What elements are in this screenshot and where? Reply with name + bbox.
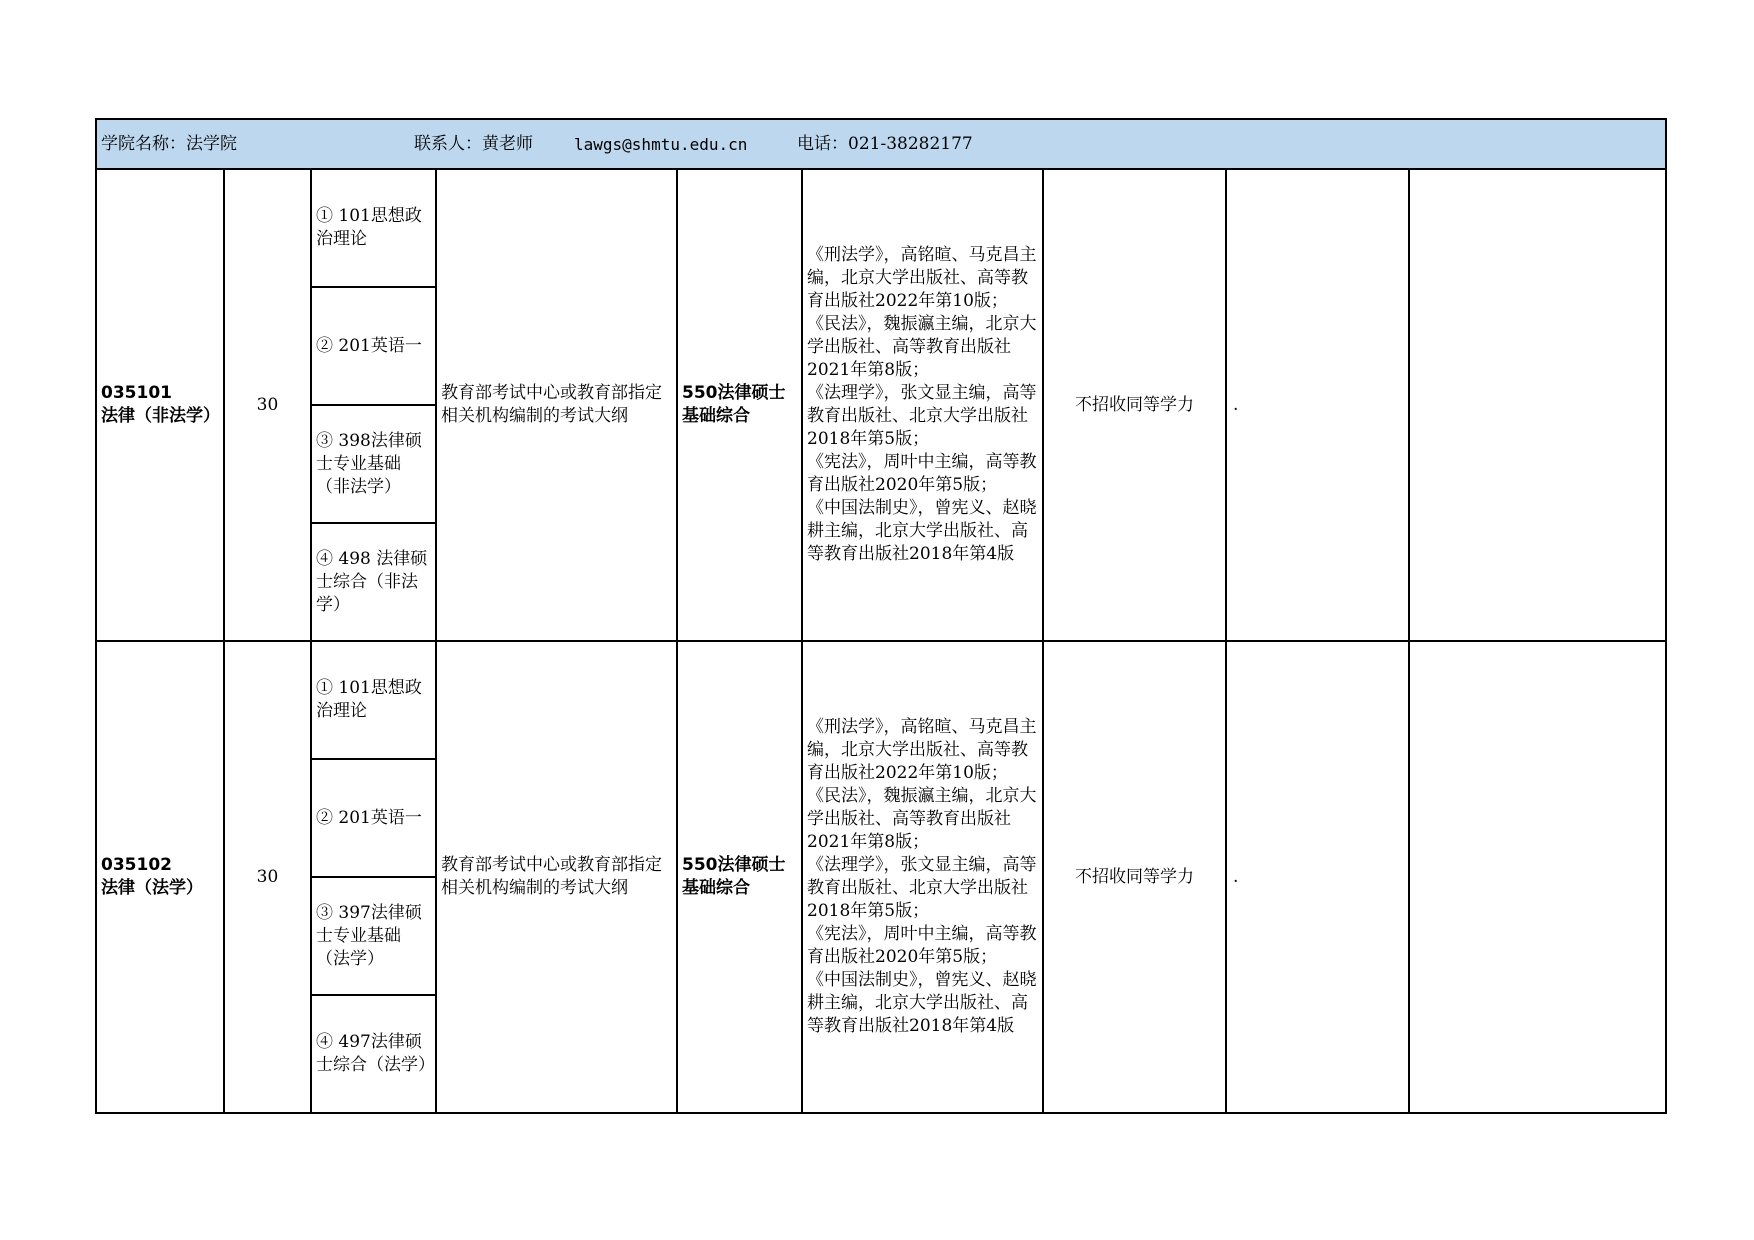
exam-subject-cell (311, 759, 436, 877)
book-entry: 《刑法学》，高铭暄、马克昌主编，北京大学出版社、高等教育出版社2022年第10版； (807, 717, 1037, 783)
exam-subject: ③ 397法律硕士专业基础（法学） (316, 902, 422, 969)
exam-subject: ② 201英语一 (316, 335, 422, 356)
equivalent-education: 不招收同等学力 (1043, 641, 1226, 1113)
book-entry: 《宪法》，周叶中主编，高等教育出版社2020年第5版； (807, 452, 1037, 495)
table-row (96, 641, 1666, 759)
equivalent-education: 不招收同等学力 (1043, 169, 1226, 641)
remark-cell: . (1226, 169, 1409, 641)
book-entry: 《刑法学》，高铭暄、马克昌主编，北京大学出版社、高等教育出版社2022年第10版； (807, 245, 1037, 311)
contact-email: lawgs@shmtu.edu.cn (574, 134, 748, 154)
major-code: 035102 (101, 855, 172, 875)
exam-subject-cell (311, 405, 436, 523)
exam-subject: ④ 497法律硕士综合（法学） (316, 1032, 435, 1075)
empty-cell (1409, 169, 1666, 641)
syllabus-text: 教育部考试中心或教育部指定相关机构编制的考试大纲 (436, 169, 677, 641)
exam-subject: ① 101思想政治理论 (316, 206, 422, 249)
header-row (96, 119, 1666, 169)
enrollment-count: 30 (224, 169, 311, 641)
admissions-table (95, 118, 1667, 1114)
major-cell (96, 641, 224, 1113)
major-code: 035101 (101, 383, 172, 403)
retest-subject: 550法律硕士基础综合 (677, 169, 802, 641)
exam-subject: ② 201英语一 (316, 807, 422, 828)
contact-person: 联系人：黄老师 (414, 133, 533, 154)
enrollment-count: 30 (224, 641, 311, 1113)
exam-subject-cell (311, 287, 436, 405)
book-entry: 《中国法制史》，曾宪义、赵晓耕主编，北京大学出版社、高等教育出版社2018年第4版 (807, 970, 1037, 1036)
exam-subject: ④ 498 法律硕士综合（非法学） (316, 548, 428, 615)
remark-cell: . (1226, 641, 1409, 1113)
reference-books (802, 641, 1043, 1113)
book-entry: 《中国法制史》，曾宪义、赵晓耕主编，北京大学出版社、高等教育出版社2018年第4版 (807, 498, 1037, 564)
exam-subject: ① 101思想政治理论 (316, 678, 422, 721)
major-cell (96, 169, 224, 641)
college-name: 学院名称：法学院 (101, 133, 237, 154)
book-entry: 《民法》，魏振瀛主编，北京大学出版社、高等教育出版社2021年第8版； (807, 314, 1037, 380)
major-name: 法律（非法学） (101, 406, 220, 426)
exam-subject-cell (311, 877, 436, 995)
reference-books (802, 169, 1043, 641)
exam-subject-cell (311, 641, 436, 759)
header-cell (96, 119, 1666, 169)
contact-phone: 电话：021-38282177 (797, 133, 973, 154)
syllabus-text: 教育部考试中心或教育部指定相关机构编制的考试大纲 (436, 641, 677, 1113)
exam-subject: ③ 398法律硕士专业基础（非法学） (316, 430, 422, 497)
table-row (96, 169, 1666, 287)
exam-subject-cell (311, 523, 436, 641)
exam-subject-cell (311, 995, 436, 1113)
book-entry: 《民法》，魏振瀛主编，北京大学出版社、高等教育出版社2021年第8版； (807, 786, 1037, 852)
exam-subject-cell (311, 169, 436, 287)
empty-cell (1409, 641, 1666, 1113)
book-entry: 《法理学》，张文显主编，高等教育出版社、北京大学出版社2018年第5版； (807, 855, 1037, 921)
major-name: 法律（法学） (101, 878, 203, 898)
book-entry: 《宪法》，周叶中主编，高等教育出版社2020年第5版； (807, 924, 1037, 967)
book-entry: 《法理学》，张文显主编，高等教育出版社、北京大学出版社2018年第5版； (807, 383, 1037, 449)
retest-subject: 550法律硕士基础综合 (677, 641, 802, 1113)
